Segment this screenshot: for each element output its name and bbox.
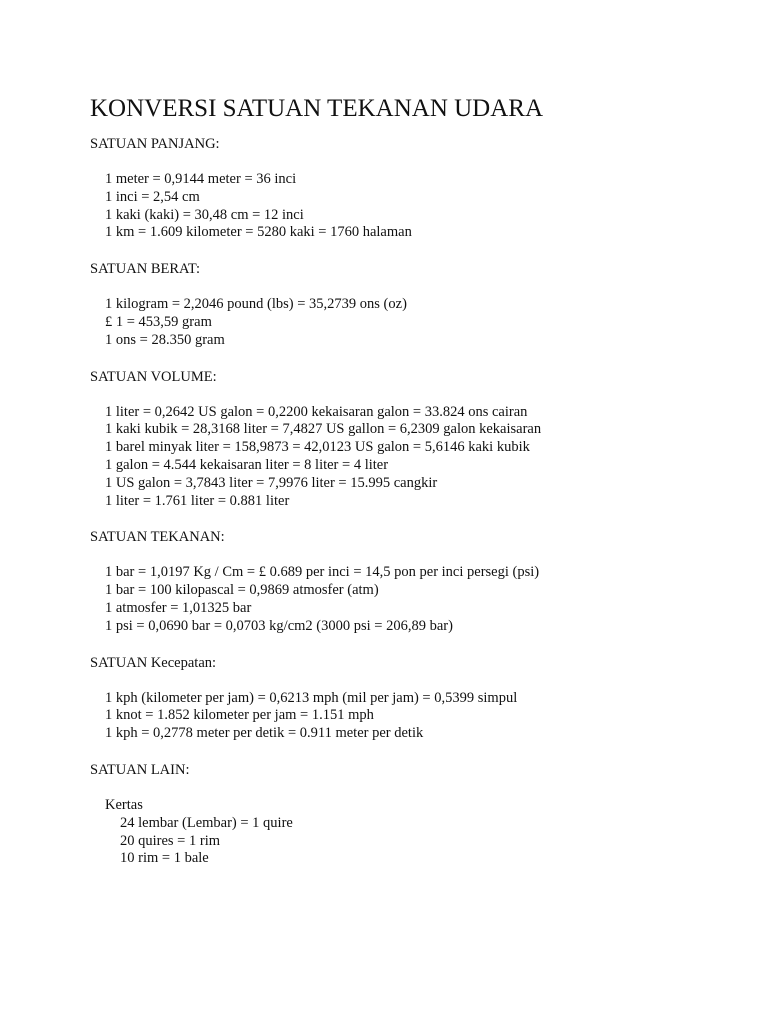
section-lines <box>105 171 750 242</box>
conversion-line: 1 kph (kilometer per jam) = 0,6213 mph (mil per jam) = 0,5399 simpul <box>105 689 518 706</box>
conversion-line: 1 knot = 1.852 kilometer per jam = 1.151 mph <box>105 707 374 724</box>
conversion-line: 1 bar = 1,0197 Kg / Cm = £ 0.689 per inci = 14,5 pon per inci persegi (psi) <box>105 564 540 581</box>
section-heading: SATUAN PANJANG: <box>90 136 220 152</box>
conversion-line: 1 atmosfer = 1,01325 bar <box>105 599 252 616</box>
section-heading: SATUAN BERAT: <box>90 261 201 278</box>
document-title: KONVERSI SATUAN TEKANAN UDARA <box>90 95 544 122</box>
section-weight <box>90 260 750 349</box>
conversion-line: 1 inci = 2,54 cm <box>105 188 200 205</box>
conversion-line: 1 kaki (kaki) = 30,48 cm = 12 inci <box>105 206 304 223</box>
section-lines <box>105 564 750 635</box>
conversion-line: 1 kilogram = 2,2046 pound (lbs) = 35,2739 ons (oz) <box>105 296 407 313</box>
section-other <box>90 761 750 868</box>
section-lines <box>105 404 750 511</box>
conversion-line: 1 ons = 28.350 gram <box>105 331 225 348</box>
paper-group-title: Kertas <box>105 796 143 813</box>
conversion-line: 1 km = 1.609 kilometer = 5280 kaki = 1760 halaman <box>105 224 412 241</box>
section-volume <box>90 368 750 511</box>
section-pressure <box>90 528 750 635</box>
document-page <box>90 92 750 868</box>
conversion-line: 1 liter = 0,2642 US galon = 0,2200 kekaisaran galon = 33.824 ons cairan <box>105 403 528 420</box>
conversion-line: 1 US galon = 3,7843 liter = 7,9976 liter = 15.995 cangkir <box>105 474 438 491</box>
section-heading: SATUAN TEKANAN: <box>90 529 225 546</box>
conversion-line: 1 barel minyak liter = 158,9873 = 42,0123 US galon = 5,6146 kaki kubik <box>105 439 530 456</box>
conversion-line: 1 galon = 4.544 kekaisaran liter = 8 liter = 4 liter <box>105 456 389 473</box>
conversion-line: 1 psi = 0,0690 bar = 0,0703 kg/cm2 (3000 psi = 206,89 bar) <box>105 617 453 634</box>
section-speed <box>90 654 750 743</box>
section-length <box>90 135 750 242</box>
section-heading: SATUAN Kecepatan: <box>90 654 217 671</box>
conversion-line: 10 rim = 1 bale <box>120 850 209 867</box>
section-heading: SATUAN LAIN: <box>90 761 190 778</box>
paper-lines <box>120 815 750 868</box>
conversion-line: 1 bar = 100 kilopascal = 0,9869 atmosfer (atm) <box>105 582 379 599</box>
conversion-line: 1 kaki kubik = 28,3168 liter = 7,4827 US gallon = 6,2309 galon kekaisaran <box>105 421 542 438</box>
section-heading: SATUAN VOLUME: <box>90 368 217 385</box>
section-lines <box>105 296 750 349</box>
conversion-line: £ 1 = 453,59 gram <box>105 313 212 330</box>
conversion-line: 1 kph = 0,2778 meter per detik = 0.911 meter per detik <box>105 725 424 742</box>
conversion-line: 24 lembar (Lembar) = 1 quire <box>120 814 293 831</box>
conversion-line: 1 meter = 0,9144 meter = 36 inci <box>105 171 297 187</box>
conversion-line: 1 liter = 1.761 liter = 0.881 liter <box>105 492 290 509</box>
section-lines <box>105 690 750 743</box>
paper-group <box>105 797 750 868</box>
conversion-line: 20 quires = 1 rim <box>120 832 220 849</box>
